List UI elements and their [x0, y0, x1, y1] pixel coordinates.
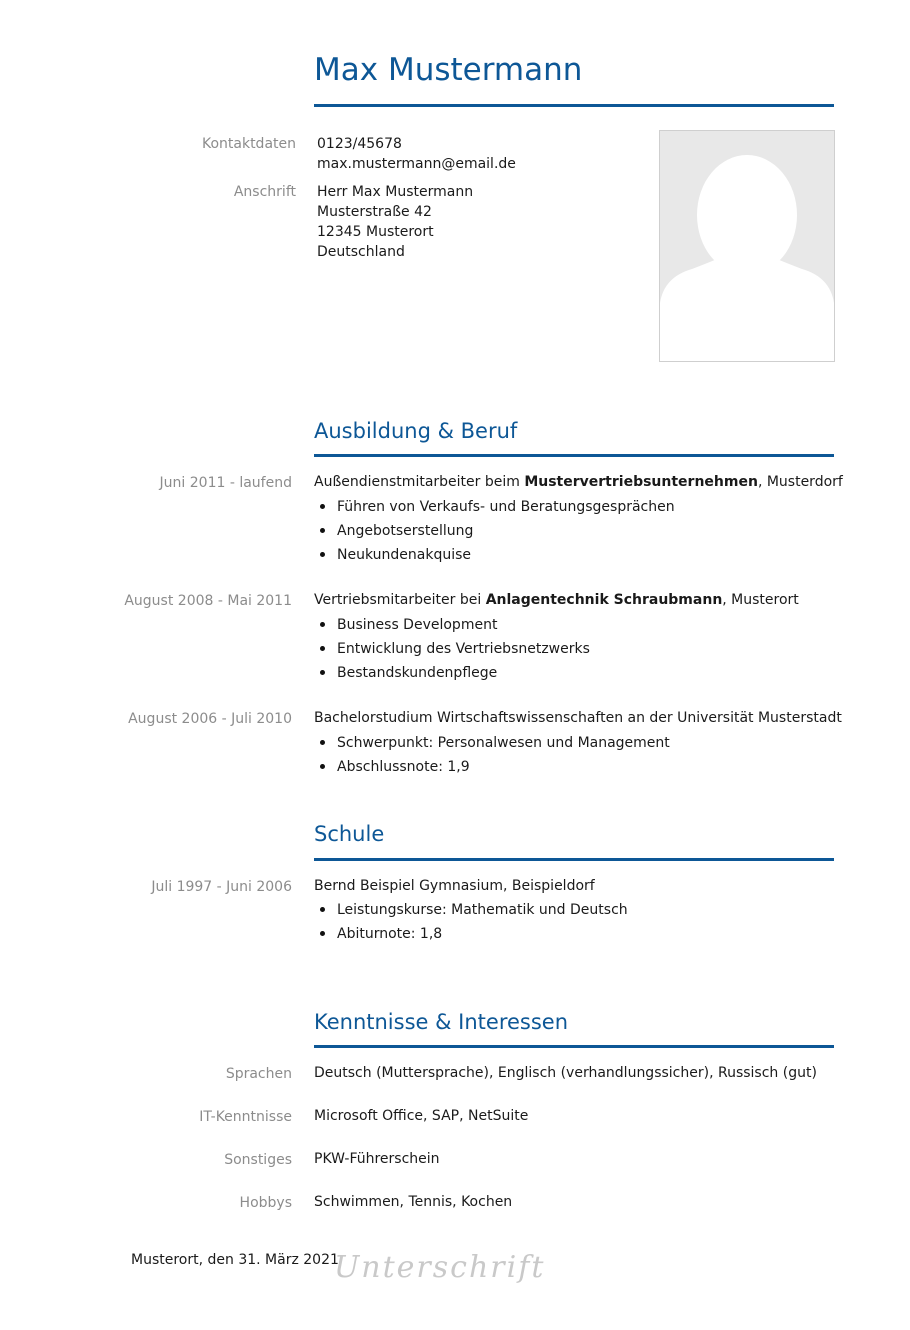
title-rule: [314, 104, 834, 107]
entry-date: August 2006 - Juli 2010: [128, 711, 292, 727]
skill-label: Sonstiges: [224, 1152, 292, 1168]
entry-bullets: [314, 731, 670, 779]
list-item: Führen von Verkaufs- und Beratungsgesprächen: [314, 495, 675, 519]
list-item: Abiturnote: 1,8: [314, 922, 628, 946]
entry-date: Juni 2011 - laufend: [159, 475, 292, 491]
list-item: Business Development: [314, 613, 590, 637]
section-title-school: Schule: [314, 822, 385, 846]
section-title-career: Ausbildung & Beruf: [314, 419, 518, 443]
employer-name: Anlagentechnik Schraubmann: [485, 592, 723, 608]
section-rule: [314, 1045, 834, 1048]
profile-photo-placeholder: [659, 130, 835, 362]
entry-title: Bernd Beispiel Gymnasium, Beispieldorf: [314, 878, 595, 894]
address-line: Musterstraße 42: [317, 204, 432, 220]
skill-label: Sprachen: [225, 1066, 292, 1082]
address-line: Deutschland: [317, 244, 405, 260]
email-address: max.mustermann@email.de: [317, 156, 516, 172]
list-item: Abschlussnote: 1,9: [314, 755, 670, 779]
entry-title: Vertriebsmitarbeiter bei Anlagentechnik Schraubmann, Musterort: [314, 592, 799, 608]
entry-date: August 2008 - Mai 2011: [124, 593, 292, 609]
entry-title: Außendienstmitarbeiter beim Mustervertriebsunternehmen, Musterdorf: [314, 474, 843, 490]
employer-name: Mustervertriebsunternehmen: [524, 474, 758, 490]
address-line: Herr Max Mustermann: [317, 184, 474, 200]
signature: Unterschrift: [334, 1250, 546, 1285]
list-item: Angebotserstellung: [314, 519, 675, 543]
entry-bullets: [314, 898, 628, 946]
entry-bullets: [314, 613, 590, 685]
list-item: Entwicklung des Vertriebsnetzwerks: [314, 637, 590, 661]
entry-date: Juli 1997 - Juni 2006: [151, 879, 292, 895]
section-rule: [314, 858, 834, 861]
place-and-date: Musterort, den 31. März 2021: [131, 1252, 339, 1268]
address-label: Anschrift: [233, 184, 296, 200]
skill-value: Microsoft Office, SAP, NetSuite: [314, 1108, 529, 1124]
skill-value: Schwimmen, Tennis, Kochen: [314, 1194, 513, 1210]
skill-label: Hobbys: [239, 1195, 292, 1211]
list-item: Leistungskurse: Mathematik und Deutsch: [314, 898, 628, 922]
entry-title: Bachelorstudium Wirtschaftswissenschaften an der Universität Musterstadt: [314, 710, 842, 726]
section-title-skills: Kenntnisse & Interessen: [314, 1010, 569, 1034]
entry-bullets: [314, 495, 675, 567]
contact-label: Kontaktdaten: [201, 136, 296, 152]
skill-label: IT-Kenntnisse: [199, 1109, 292, 1125]
skill-value: Deutsch (Muttersprache), Englisch (verhandlungssicher), Russisch (gut): [314, 1065, 817, 1081]
contact-values: [317, 134, 516, 174]
page-title: Max Mustermann: [314, 52, 583, 88]
list-item: Schwerpunkt: Personalwesen und Management: [314, 731, 670, 755]
section-rule: [314, 454, 834, 457]
phone-number: 0123/45678: [317, 136, 402, 152]
skill-value: PKW-Führerschein: [314, 1151, 440, 1167]
list-item: Bestandskundenpflege: [314, 661, 590, 685]
list-item: Neukundenakquise: [314, 543, 675, 567]
address-block: [317, 182, 473, 262]
address-line: 12345 Musterort: [317, 224, 434, 240]
person-silhouette-icon: [660, 131, 834, 361]
